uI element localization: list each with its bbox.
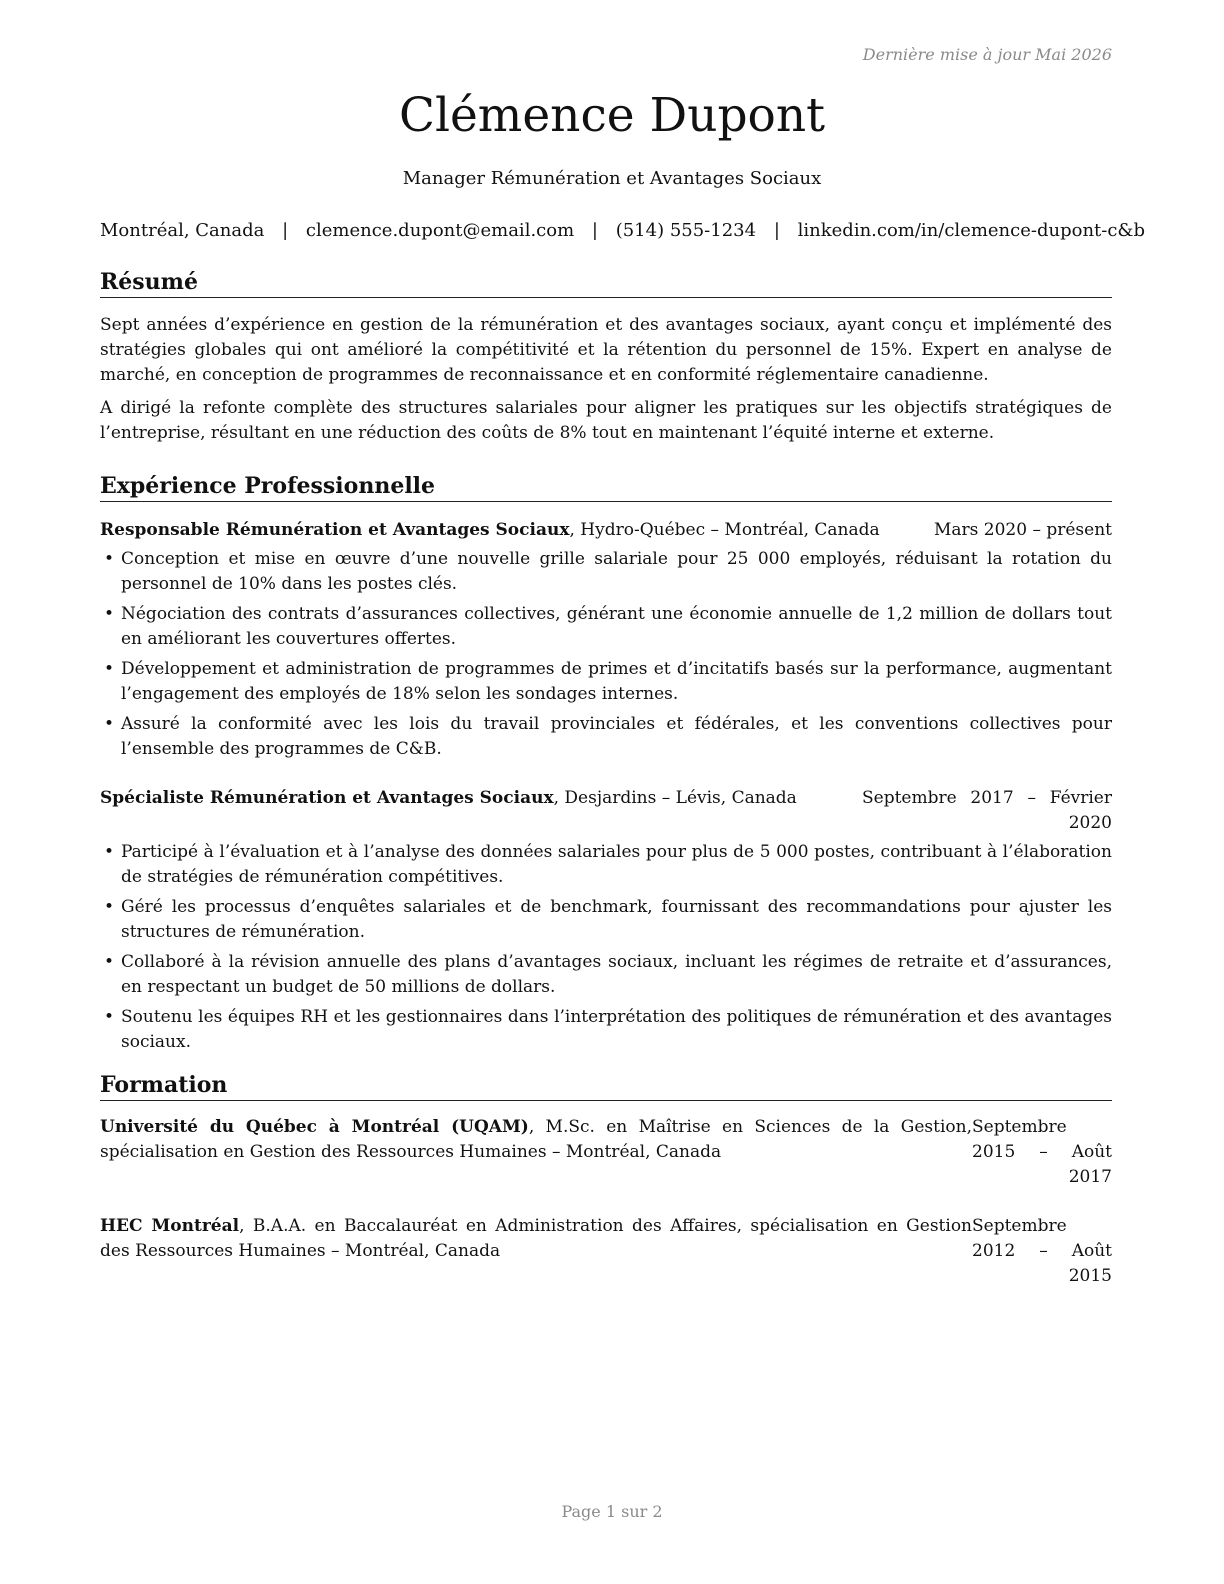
experience-section [100,472,1112,1055]
job-header [100,786,1112,836]
bullet-icon: • [104,952,115,972]
bullet-icon: • [104,549,115,569]
job-bullet [100,547,1112,597]
contact-line [100,220,1145,241]
bullet-icon: • [104,1007,115,1027]
bullet-icon: • [104,714,115,734]
bullet-text: Négociation des contrats d’assurances collectives, générant une économie annuelle de 1,2 million de dollars tout en améliorant les couvertures offertes. [121,604,1112,649]
candidate-title: Manager Rémunération et Avantages Sociaux [402,168,822,189]
last-updated: Dernière mise à jour Mai 2026 [862,45,1112,64]
education-details: , M.Sc. en Maîtrise en Sciences de la Gestion, spécialisation en Gestion des Ressources Humaines – Montréal, Canada [100,1117,972,1162]
education-school: HEC Montréal [100,1216,240,1236]
job-header [100,518,1112,543]
job-bullets [100,547,1112,762]
job-bullet [100,657,1112,707]
education-heading: Formation [100,1071,1112,1101]
job-title-line [100,786,862,811]
job-bullet [100,1005,1112,1055]
education-entry [100,1115,1112,1190]
bullet-text: Développement et administration de programmes de primes et d’incitatifs basés sur la performance, augmentant l’engagement des employés de 18% selon les sondages internes. [121,659,1112,704]
education-dates: Septembre 2015 – Août 2017 [972,1117,1112,1187]
job-dates: Mars 2020 – présent [933,520,1112,540]
job-organization: , Desjardins – Lévis, Canada [553,788,797,808]
summary-paragraph: Sept années d’expérience en gestion de la rémunération et des avantages sociaux, ayant conçu et implémenté des stratégies globales qui ont amélioré la compétitivité et la rétention du personnel de 15%. Expert en analyse de marché, en conception de programmes de reconnaissance et en conformité réglementaire canadienne. [100,315,1112,385]
job-role: Responsable Rémunération et Avantages Sociaux [100,520,570,540]
bullet-text: Participé à l’évaluation et à l’analyse des données salariales pour plus de 5 000 postes, contribuant à l’élaboration de stratégies de rémunération compétitives. [121,842,1112,887]
contact-separator: | [282,220,289,241]
page-number: Page 1 sur 2 [561,1502,663,1521]
bullet-text: Soutenu les équipes RH et les gestionnaires dans l’interprétation des politiques de rémunération et des avantages sociaux. [121,1007,1112,1052]
bullet-icon: • [104,604,115,624]
education-entry [100,1214,1112,1289]
education-description [100,1214,972,1264]
education-section [100,1071,1112,1289]
job-bullet [100,602,1112,652]
contact-linkedin[interactable]: linkedin.com/in/clemence-dupont-c&b [797,220,1145,241]
education-school: Université du Québec à Montréal (UQAM) [100,1117,529,1137]
education-description [100,1115,972,1165]
job-entry [100,786,1112,1055]
job-bullet [100,712,1112,762]
contact-separator: | [773,220,780,241]
job-bullet [100,895,1112,945]
job-organization: , Hydro-Québec – Montréal, Canada [569,520,880,540]
contact-email[interactable]: clemence.dupont@email.com [305,220,575,241]
experience-heading: Expérience Professionnelle [100,472,1112,502]
bullet-text: Géré les processus d’enquêtes salariales et de benchmark, fournissant des recommandations pour ajuster les structures de rémunération. [121,897,1112,942]
summary-heading: Résumé [100,268,1112,298]
education-details: , B.A.A. en Baccalauréat en Administration des Affaires, spécialisation en Gestion des Ressources Humaines – Montréal, Canada [100,1216,973,1261]
job-entry [100,518,1112,762]
contact-phone: (514) 555-1234 [615,220,757,241]
contact-separator: | [591,220,598,241]
education-dates: Septembre 2012 – Août 2015 [972,1216,1112,1286]
bullet-text: Collaboré à la révision annuelle des plans d’avantages sociaux, incluant les régimes de retraite et d’assurances, en respectant un budget de 50 millions de dollars. [121,952,1112,997]
job-bullets [100,840,1112,1055]
bullet-text: Conception et mise en œuvre d’une nouvelle grille salariale pour 25 000 employés, réduisant la rotation du personnel de 10% dans les postes clés. [121,549,1112,594]
resume-content [100,268,1112,1289]
bullet-icon: • [104,842,115,862]
summary-paragraph: A dirigé la refonte complète des structures salariales pour aligner les pratiques sur les objectifs stratégiques de l’entreprise, résultant en une réduction des coûts de 8% tout en maintenant l’équité interne et externe. [100,398,1112,443]
bullet-icon: • [104,897,115,917]
job-title-line [100,518,934,543]
bullet-icon: • [104,659,115,679]
candidate-name: Clémence Dupont [398,88,826,143]
contact-location: Montréal, Canada [100,220,265,241]
job-role: Spécialiste Rémunération et Avantages Sociaux [100,788,554,808]
job-bullet [100,950,1112,1000]
bullet-text: Assuré la conformité avec les lois du travail provinciales et fédérales, et les conventions collectives pour l’ensemble des programmes de C&B. [121,714,1112,759]
job-dates: Septembre 2017 – Février 2020 [862,788,1112,833]
summary-section [100,268,1112,446]
job-bullet [100,840,1112,890]
